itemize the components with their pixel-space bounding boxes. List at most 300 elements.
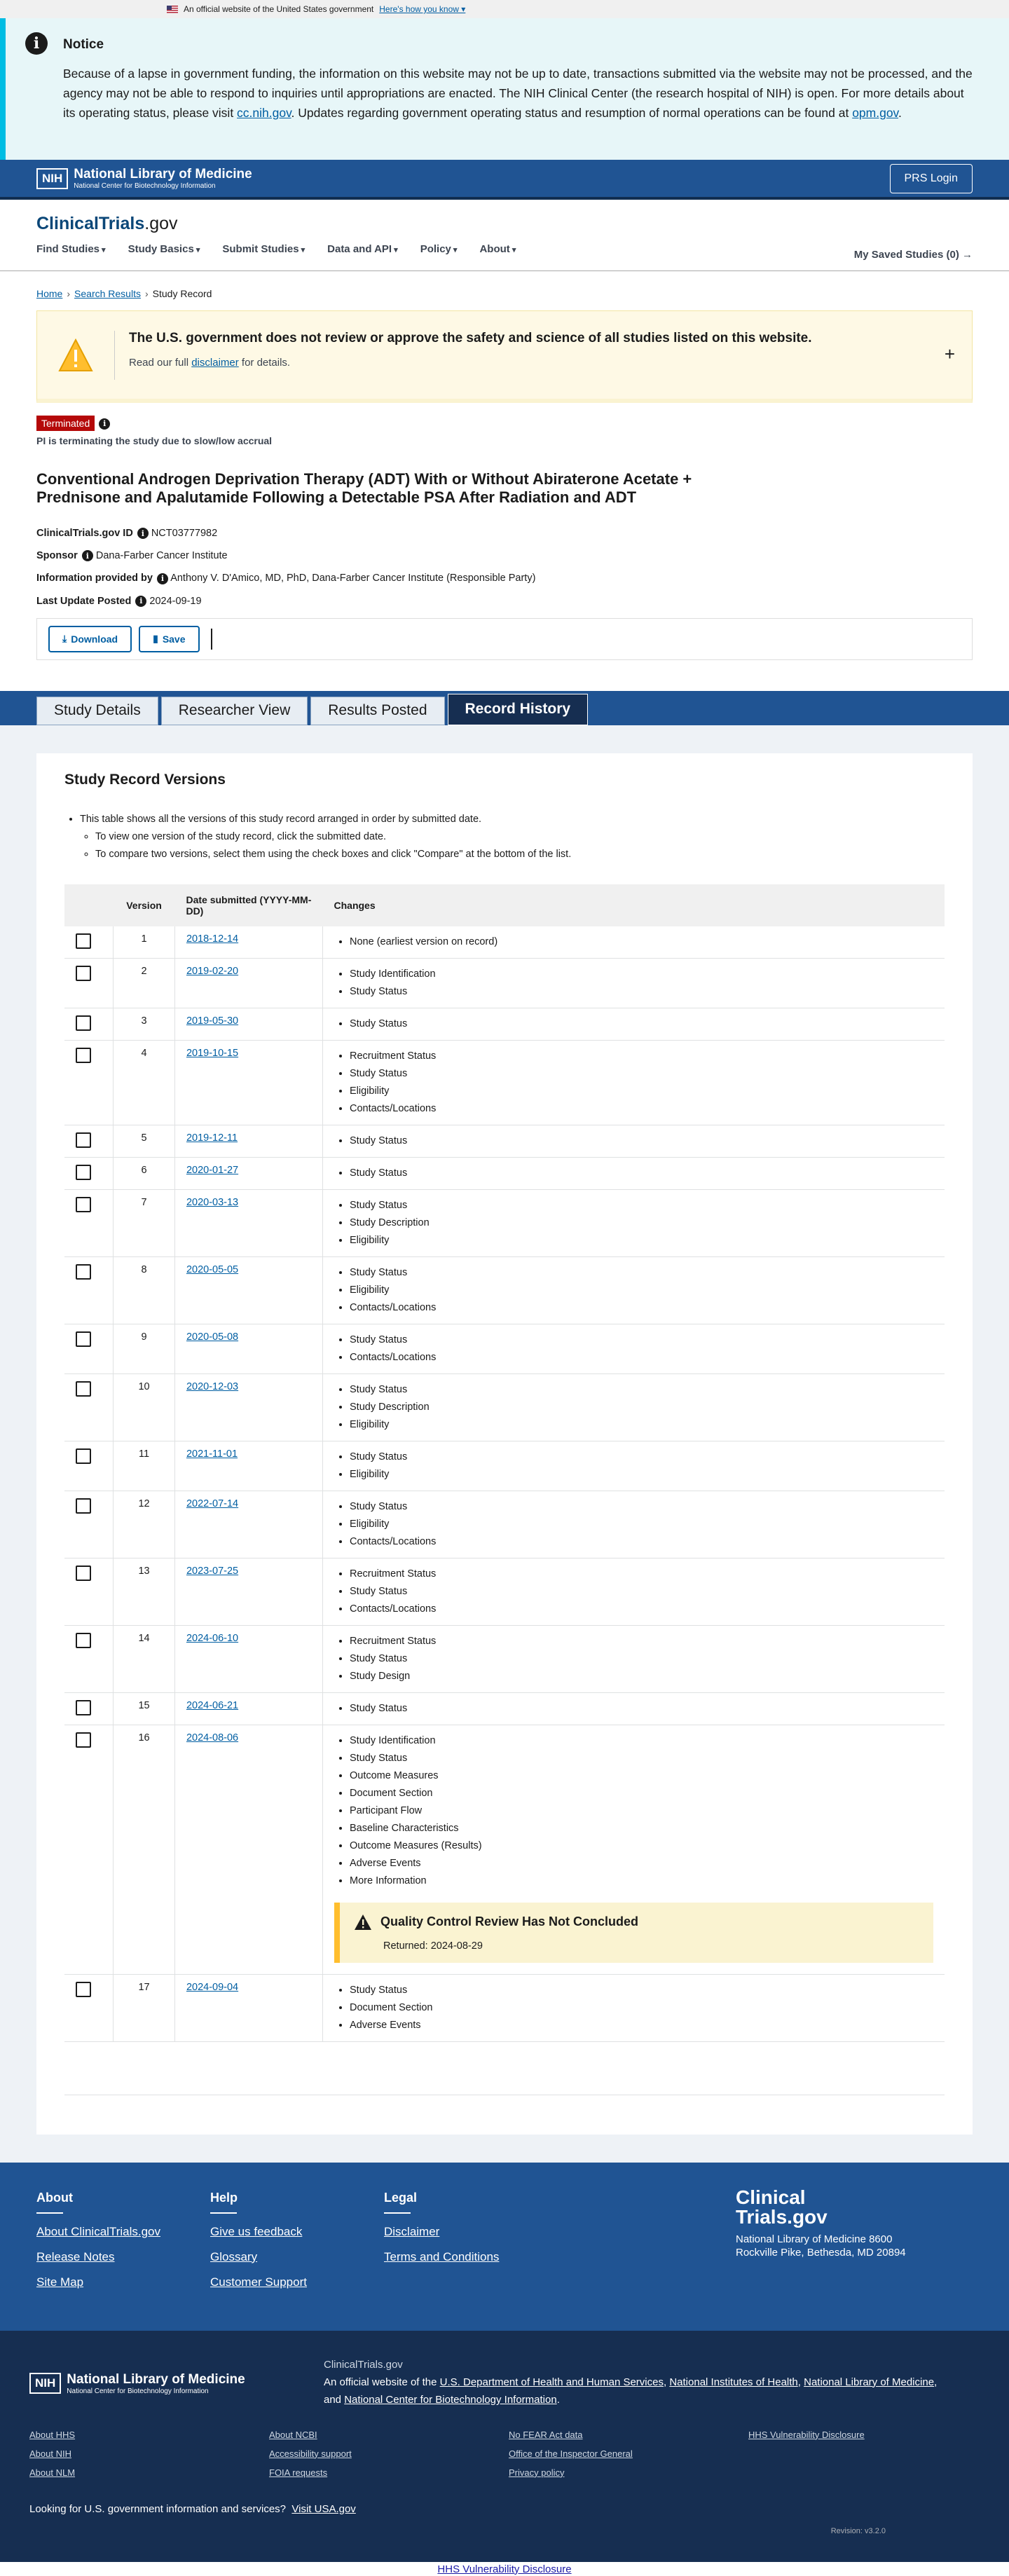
change-item: • Document Section (350, 1785, 933, 1802)
versions-intro (80, 811, 945, 863)
version-number: 6 (114, 1157, 175, 1189)
changes-cell (323, 1441, 945, 1491)
study-id-row (36, 528, 973, 539)
footer-bottom-link[interactable]: About NCBI (269, 2429, 317, 2440)
footer-top (0, 2163, 1009, 2331)
date-cell (174, 1974, 322, 2041)
footer-bottom-link[interactable]: About NIH (29, 2448, 71, 2459)
change-item: • Study Status (350, 1065, 933, 1083)
select-cell (64, 926, 114, 959)
info-icon: i (25, 32, 48, 55)
id-info-icon[interactable]: i (137, 528, 149, 539)
nav-find-studies[interactable]: Find Studies ▾ (36, 243, 106, 255)
intro-item: ◦ To view one version of the study record, click the submitted date. (95, 828, 945, 846)
us-flag-icon (167, 6, 178, 13)
official-pre: An official website of the (324, 2376, 440, 2388)
footer-link[interactable]: Release Notes (36, 2249, 115, 2263)
hhs-vulnerability-link[interactable]: HHS Vulnerability Disclosure (437, 2563, 572, 2575)
breadcrumb: Home › Search Results › Study Record (36, 288, 212, 299)
bookmark-icon: ▮ (153, 633, 158, 645)
disclaimer-title: The U.S. government does not review or approve the safety and science of all studies listed on this website. (129, 330, 812, 345)
change-item: • Study Description (350, 1399, 933, 1416)
changes-cell (323, 1256, 945, 1324)
footer-link[interactable]: Site Map (36, 2275, 84, 2289)
footer-nih-icon: NIH (29, 2373, 61, 2394)
footer-link[interactable]: About ClinicalTrials.gov (36, 2224, 160, 2238)
intro-item: • This table shows all the versions of this study record arranged in order by submitted date. (80, 811, 945, 828)
change-item: • Participant Flow (350, 1802, 933, 1820)
select-cell (64, 1441, 114, 1491)
logo-main: ClinicalTrials (36, 214, 145, 233)
version-checkbox[interactable] (76, 1982, 91, 1997)
notice-text-part: . Updates regarding government operating status and resumption of normal operations can be found at (291, 106, 853, 120)
version-number: 1 (114, 926, 175, 959)
usa-gov-link[interactable]: Visit USA.gov (291, 2502, 356, 2515)
change-item: • Recruitment Status (350, 1566, 933, 1583)
footer-help-col (210, 2191, 384, 2303)
tab-results-posted[interactable]: Results Posted (310, 697, 444, 725)
version-date-link[interactable]: 2021-11-01 (186, 1448, 238, 1460)
date-cell (174, 926, 322, 959)
change-item: • More Information (350, 1872, 933, 1890)
version-date-link[interactable]: 2024-08-06 (186, 1732, 239, 1743)
version-checkbox[interactable] (76, 1264, 91, 1280)
change-item: • None (earliest version on record) (350, 933, 933, 951)
breadcrumb-home[interactable]: Home (36, 288, 63, 299)
change-item: • Adverse Events (350, 2017, 933, 2034)
prs-login-button[interactable]: PRS Login (890, 164, 973, 193)
change-item: • Contacts/Locations (350, 1100, 933, 1118)
info-provided-label: Information provided by (36, 573, 153, 584)
change-item: • Study Status (350, 1700, 933, 1718)
version-date-link[interactable]: 2024-09-04 (186, 1981, 239, 1993)
changes-cell (323, 1974, 945, 2041)
official-and: and (324, 2393, 345, 2406)
date-cell (174, 958, 322, 1008)
version-row (64, 1125, 945, 1157)
info-provided-value: Anthony V. D'Amico, MD, PhD, Dana-Farber Cancer Institute (Responsible Party) (170, 573, 536, 584)
select-cell (64, 1008, 114, 1040)
version-row (64, 926, 945, 959)
version-date-link[interactable]: 2020-03-13 (186, 1196, 239, 1208)
version-checkbox[interactable] (76, 1566, 91, 1581)
logo-suffix: .gov (144, 214, 178, 233)
status-badge: Terminated (36, 416, 95, 431)
change-item: • Baseline Characteristics (350, 1820, 933, 1837)
version-checkbox[interactable] (76, 1448, 91, 1464)
change-item: • Study Status (350, 1264, 933, 1282)
footer-bottom-link (748, 2467, 988, 2478)
version-row (64, 1324, 945, 1373)
revision-label: Revision: v3.2.0 (830, 2526, 886, 2535)
tab-researcher-view[interactable]: Researcher View (161, 697, 308, 725)
select-cell (64, 958, 114, 1008)
version-row (64, 1008, 945, 1040)
notice-text (63, 64, 977, 123)
version-row (64, 1373, 945, 1441)
nih-link[interactable]: National Institutes of Health (669, 2376, 798, 2388)
footer-help-title: Help (210, 2190, 238, 2205)
changes-cell (323, 958, 945, 1008)
footer-nlm-logo[interactable] (29, 2359, 282, 2409)
change-item: • Study Status (350, 983, 933, 1001)
disclaimer-text (129, 357, 812, 369)
cc-nih-link[interactable]: cc.nih.gov (237, 106, 291, 120)
change-item: • Eligibility (350, 1232, 933, 1249)
nav-data-api[interactable]: Data and API ▾ (327, 243, 398, 255)
version-number: 14 (114, 1625, 175, 1692)
version-checkbox[interactable] (76, 966, 91, 981)
nlm-subname: National Center for Biotechnology Information (74, 182, 216, 190)
nih-logo-icon: NIH (36, 168, 68, 189)
download-label: Download (71, 633, 118, 645)
version-number: 10 (114, 1373, 175, 1441)
site-header (0, 200, 1009, 271)
footer-bottom-link[interactable]: No FEAR Act data (509, 2429, 583, 2440)
tab-study-details[interactable]: Study Details (36, 697, 158, 725)
qc-returned: Returned: 2024-08-29 (383, 1940, 483, 1952)
how-you-know-link[interactable]: Here's how you know ▾ (379, 4, 466, 14)
gov-banner-text: An official website of the United States government (184, 4, 374, 14)
version-row (64, 1558, 945, 1625)
date-cell (174, 1324, 322, 1373)
changes-cell (323, 1008, 945, 1040)
usa-gov-line (29, 2503, 980, 2515)
select-cell (64, 1625, 114, 1692)
change-item: • Recruitment Status (350, 1633, 933, 1650)
change-item: • Contacts/Locations (350, 1601, 933, 1618)
change-item: • Study Identification (350, 966, 933, 983)
date-cell (174, 1125, 322, 1157)
footer-bottom-link[interactable]: HHS Vulnerability Disclosure (748, 2429, 865, 2440)
version-number: 13 (114, 1558, 175, 1625)
download-icon: ⤓ (62, 633, 67, 645)
date-cell (174, 1157, 322, 1189)
sponsor-value: Dana-Farber Cancer Institute (95, 550, 228, 562)
version-number: 5 (114, 1125, 175, 1157)
footer-bottom-link (748, 2448, 988, 2459)
download-button[interactable] (48, 626, 132, 652)
version-checkbox[interactable] (76, 1331, 91, 1347)
change-item: • Study Identification (350, 1732, 933, 1750)
ncbi-link[interactable]: National Center for Biotechnology Information (344, 2393, 557, 2406)
change-item: • Study Status (350, 1650, 933, 1668)
version-date-link[interactable]: 2019-12-11 (186, 1132, 238, 1144)
select-cell (64, 1256, 114, 1324)
change-item: • Eligibility (350, 1282, 933, 1299)
footer-bottom-link[interactable]: Privacy policy (509, 2467, 565, 2478)
select-cell (64, 1324, 114, 1373)
qc-title: Quality Control Review Has Not Concluded (380, 1914, 639, 1929)
date-cell (174, 1725, 322, 1974)
date-cell (174, 1692, 322, 1725)
changes-cell (323, 1189, 945, 1256)
version-row (64, 1441, 945, 1491)
change-item: • Study Design (350, 1668, 933, 1685)
tab-record-history[interactable]: Record History (448, 694, 589, 725)
notice-text-part: . (898, 106, 902, 120)
ctg-logo[interactable] (36, 200, 973, 243)
change-item: • Study Status (350, 1448, 933, 1466)
status-info-icon[interactable]: i (99, 418, 110, 430)
version-row (64, 1157, 945, 1189)
study-id: NCT03777982 (151, 528, 218, 539)
version-date-link[interactable]: 2020-05-05 (186, 1263, 239, 1275)
version-number: 9 (114, 1324, 175, 1373)
changes-cell (323, 1324, 945, 1373)
change-item: • Study Status (350, 1197, 933, 1214)
footer-link[interactable]: Give us feedback (210, 2224, 303, 2238)
change-item: • Eligibility (350, 1416, 933, 1434)
nav-submit-studies[interactable]: Submit Studies ▾ (222, 243, 305, 255)
version-row (64, 958, 945, 1008)
info-provided-row (36, 573, 973, 584)
notice-title: Notice (63, 37, 104, 52)
version-date-link[interactable]: 2020-12-03 (186, 1381, 239, 1392)
version-row (64, 1189, 945, 1256)
date-cell (174, 1625, 322, 1692)
version-number: 4 (114, 1040, 175, 1125)
save-label: Save (162, 633, 186, 645)
footer-logo-line1: Clinical (736, 2186, 806, 2208)
footer-nlm-name: National Library of Medicine (67, 2371, 245, 2387)
version-number: 2 (114, 958, 175, 1008)
select-cell (64, 1125, 114, 1157)
change-item: • Eligibility (350, 1516, 933, 1533)
date-cell (174, 1256, 322, 1324)
version-number: 16 (114, 1725, 175, 1974)
version-checkbox[interactable] (76, 1132, 91, 1148)
version-date-link[interactable]: 2018-12-14 (186, 933, 239, 945)
changes-cell (323, 1692, 945, 1725)
version-row (64, 1491, 945, 1558)
select-cell (64, 1558, 114, 1625)
version-row (64, 1256, 945, 1324)
version-date-link[interactable]: 2020-01-27 (186, 1164, 239, 1176)
version-date-link[interactable]: 2022-07-14 (186, 1498, 239, 1509)
footer-bottom-link[interactable]: Accessibility support (269, 2448, 352, 2459)
last-update-row (36, 596, 973, 607)
version-date-link[interactable]: 2019-05-30 (186, 1015, 239, 1027)
version-checkbox[interactable] (76, 1015, 91, 1031)
nlm-logo[interactable] (36, 167, 252, 190)
changes-cell (323, 1625, 945, 1692)
text-cursor (211, 629, 212, 650)
sponsor-label: Sponsor (36, 550, 78, 562)
version-date-link[interactable]: 2023-07-25 (186, 1565, 239, 1577)
date-cell (174, 1008, 322, 1040)
version-number: 8 (114, 1256, 175, 1324)
disclaimer-link[interactable]: disclaimer (191, 356, 239, 369)
version-checkbox[interactable] (76, 1700, 91, 1715)
change-item: • Study Status (350, 1750, 933, 1767)
change-item: • Outcome Measures (350, 1767, 933, 1785)
change-item: • Contacts/Locations (350, 1533, 933, 1551)
version-date-link[interactable]: 2019-10-15 (186, 1047, 239, 1059)
changes-cell (323, 1040, 945, 1125)
version-date-link[interactable]: 2019-02-20 (186, 965, 239, 977)
qc-alert (334, 1903, 933, 1963)
col-changes: Changes (323, 884, 945, 926)
footer-ct-label: ClinicalTrials.gov (324, 2358, 403, 2371)
footer-bottom-link[interactable]: FOIA requests (269, 2467, 328, 2478)
info-provided-icon[interactable]: i (157, 573, 168, 584)
compare-cell (64, 2041, 945, 2095)
change-item: • Study Status (350, 1331, 933, 1349)
version-number: 12 (114, 1491, 175, 1558)
nlm-bar (0, 160, 1009, 200)
col-select (64, 884, 114, 926)
intro-sublist-wrap (80, 828, 945, 863)
footer-legal-col (384, 2191, 558, 2303)
last-update-value: 2024-09-19 (149, 595, 202, 607)
date-cell (174, 1040, 322, 1125)
nav-study-basics[interactable]: Study Basics ▾ (128, 243, 200, 255)
nav-about[interactable]: About ▾ (479, 243, 516, 255)
version-number: 11 (114, 1441, 175, 1491)
footer-logo-line2: Trials.gov (736, 2205, 828, 2228)
select-cell (64, 1157, 114, 1189)
footer-bottom-links (29, 2430, 980, 2478)
version-checkbox[interactable] (76, 1048, 91, 1063)
date-cell (174, 1441, 322, 1491)
last-link-row (0, 2562, 1009, 2576)
version-row (64, 1040, 945, 1125)
date-cell (174, 1189, 322, 1256)
compare-row (64, 2041, 945, 2095)
changes-cell (323, 926, 945, 959)
study-header (0, 403, 1009, 607)
version-checkbox[interactable] (76, 1633, 91, 1648)
change-item: • Eligibility (350, 1083, 933, 1100)
change-item: • Contacts/Locations (350, 1349, 933, 1366)
address-text: National Library of Medicine 8600 Rockville Pike, Bethesda, MD 20894 (736, 2233, 906, 2259)
version-number: 17 (114, 1974, 175, 2041)
footer-link[interactable]: Disclaimer (384, 2224, 440, 2238)
version-checkbox[interactable] (76, 933, 91, 949)
footer-link[interactable]: Glossary (210, 2249, 258, 2263)
changes-cell (323, 1157, 945, 1189)
study-title: Conventional Androgen Deprivation Therapy (ADT) With or Without Abiraterone Acetate + Prednisone and Apalutamide Following a Detectable PSA After Radiation and ADT (36, 470, 692, 506)
gov-banner (0, 0, 1009, 18)
footer-address (736, 2188, 914, 2259)
change-item: • Study Status (350, 1583, 933, 1601)
last-update-label: Last Update Posted (36, 595, 132, 607)
change-item: • Study Status (350, 1498, 933, 1516)
footer-about-col (36, 2191, 210, 2303)
main-nav (36, 243, 973, 255)
version-row (64, 1974, 945, 2041)
version-row (64, 1692, 945, 1725)
footer-link[interactable]: Customer Support (210, 2275, 307, 2289)
change-item: • Study Status (350, 1381, 933, 1399)
change-item: • Recruitment Status (350, 1048, 933, 1065)
change-item: • Eligibility (350, 1466, 933, 1484)
changes-cell (323, 1373, 945, 1441)
select-cell (64, 1692, 114, 1725)
version-checkbox[interactable] (76, 1732, 91, 1748)
changes-cell (323, 1725, 945, 1974)
version-checkbox[interactable] (76, 1498, 91, 1514)
version-checkbox[interactable] (76, 1165, 91, 1180)
disclaimer-text-pre: Read our full (129, 356, 192, 369)
termination-reason: PI is terminating the study due to slow/low accrual (36, 435, 273, 446)
footer-nlm-sub: National Center for Biotechnology Information (67, 2387, 209, 2395)
official-statement: ClinicalTrials.gov An official website of the U.S. Department of Health and Human Services, National Institutes of Health, National Library of Medicine, and National Center for Biotechnology Information. (324, 2358, 938, 2406)
footer-bottom-link[interactable]: Office of the Inspector General (509, 2448, 633, 2459)
action-bar (36, 618, 973, 660)
change-item: • Study Description (350, 1214, 933, 1232)
nlm-link[interactable]: National Library of Medicine (804, 2376, 935, 2388)
expand-plus-icon[interactable]: + (944, 343, 955, 364)
change-item: • Outcome Measures (Results) (350, 1837, 933, 1855)
usa-pre: Looking for U.S. government information and services? (29, 2502, 287, 2515)
select-cell (64, 1040, 114, 1125)
study-id-label: ClinicalTrials.gov ID (36, 528, 133, 539)
version-checkbox[interactable] (76, 1381, 91, 1397)
notice-banner (0, 18, 1009, 160)
version-number: 7 (114, 1189, 175, 1256)
versions-card (36, 753, 973, 2135)
version-checkbox[interactable] (76, 1197, 91, 1212)
version-date-link[interactable]: 2024-06-21 (186, 1699, 239, 1711)
warning-icon (58, 338, 93, 372)
version-number: 3 (114, 1008, 175, 1040)
change-item: • Document Section (350, 1999, 933, 2017)
intro-item: ◦ To compare two versions, select them using the check boxes and click "Compare" at the bottom of the list. (95, 846, 945, 863)
sponsor-row (36, 550, 973, 561)
change-item: • Study Status (350, 1132, 933, 1150)
change-item: • Adverse Events (350, 1855, 933, 1872)
version-row (64, 1625, 945, 1692)
select-cell (64, 1491, 114, 1558)
footer-link[interactable]: Terms and Conditions (384, 2249, 500, 2263)
date-cell (174, 1373, 322, 1441)
sponsor-info-icon[interactable]: i (82, 550, 93, 561)
versions-heading: Study Record Versions (64, 771, 226, 788)
version-number: 15 (114, 1692, 175, 1725)
footer-legal-title: Legal (384, 2190, 418, 2205)
version-date-link[interactable]: 2024-06-10 (186, 1632, 239, 1644)
breadcrumb-current: Study Record (152, 288, 212, 299)
disclaimer-box (36, 310, 973, 403)
date-cell (174, 1491, 322, 1558)
disclaimer-text-post: for details. (238, 356, 291, 369)
save-button[interactable] (139, 626, 199, 652)
date-cell (174, 1558, 322, 1625)
warning-icon (354, 1914, 372, 1931)
select-cell (64, 1373, 114, 1441)
last-update-info-icon[interactable]: i (135, 596, 146, 607)
hhs-link[interactable]: U.S. Department of Health and Human Services (439, 2376, 664, 2388)
saved-studies-link[interactable]: My Saved Studies (0) → (853, 249, 973, 261)
record-tabs (0, 691, 1009, 725)
select-cell (64, 1189, 114, 1256)
how-you-know-label: Here's how you know (379, 4, 459, 14)
footer-bottom-link[interactable]: About NLM (29, 2467, 76, 2478)
col-version: Version (114, 884, 175, 926)
changes-cell (323, 1125, 945, 1157)
opm-link[interactable]: opm.gov (852, 106, 899, 120)
nav-policy[interactable]: Policy ▾ (420, 243, 458, 255)
notice-text-part: Because of a lapse in government funding, the information on this website may not be up to date, transactions submitted via the website may not be processed, and the agency may not be able to respond to inquiries until appropriations are enacted. The NIH Clinical Center (the research hospital of NIH) is open. For more details about its operating status, please visit (63, 67, 973, 120)
footer-logo[interactable] (736, 2188, 914, 2227)
footer-about-title: About (36, 2190, 73, 2205)
version-row (64, 1725, 945, 1974)
version-date-link[interactable]: 2020-05-08 (186, 1331, 239, 1343)
footer-bottom-link[interactable]: About HHS (29, 2429, 76, 2440)
breadcrumb-search-results[interactable]: Search Results (74, 288, 141, 299)
